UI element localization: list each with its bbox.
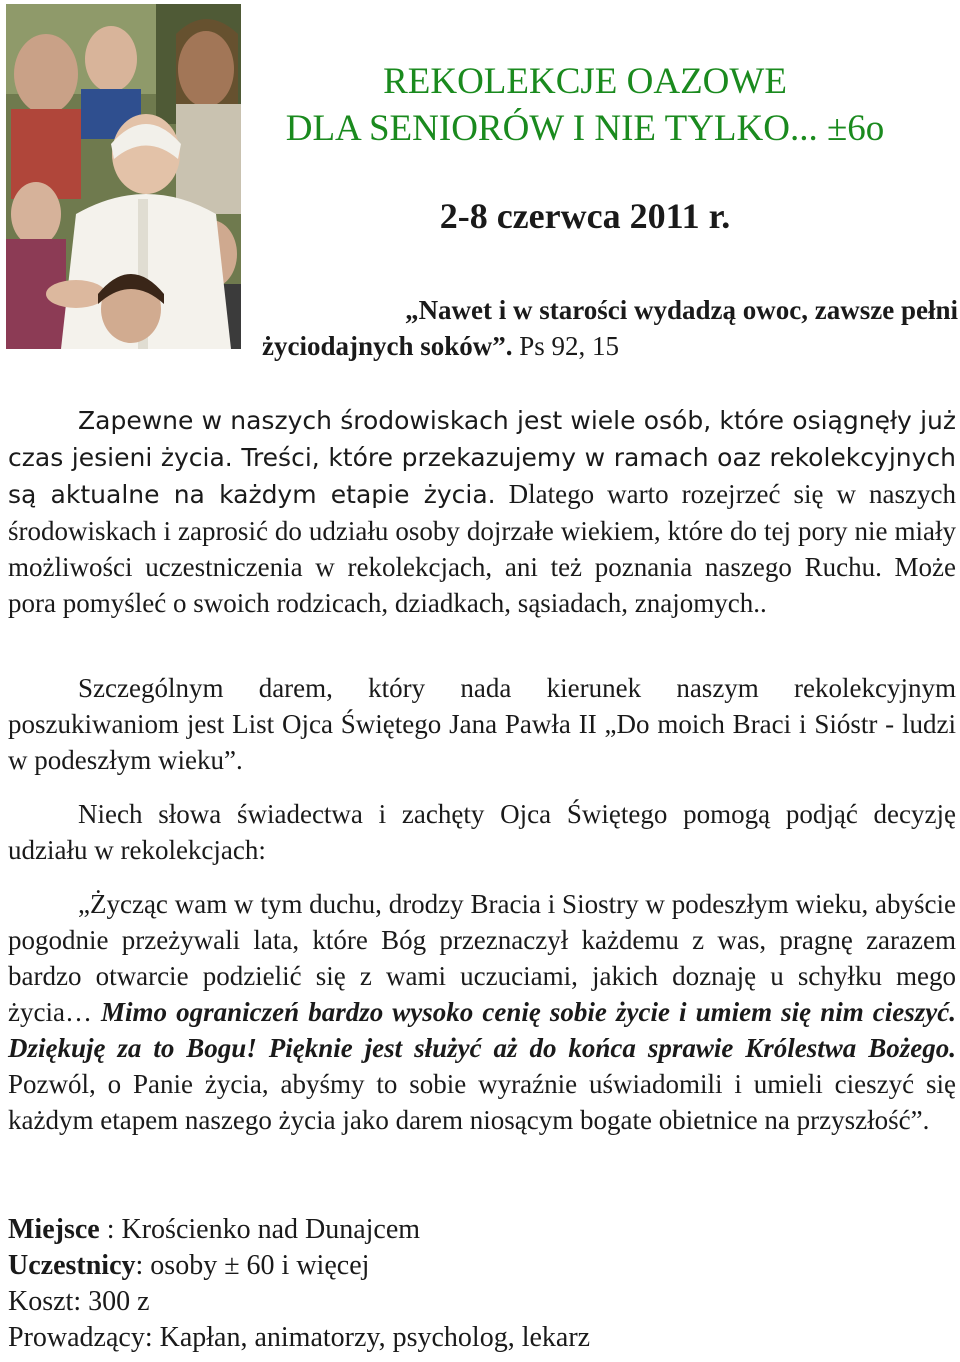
paragraph-letter: Szczególnym darem, który nada kierunek naszym rekolekcyjnym poszukiwaniom jest List Ojca Świętego Jana Pawła II „Do moich Braci i Sióstr - ludzi w podeszłym wieku”. [8,673,956,775]
participants-value: : osoby ± 60 i więcej [135,1250,370,1281]
paragraph-intro [8,402,956,621]
paragraph-encouragement: Niech słowa świadectwa i zachęty Ojca Świętego pomogą podjąć decyzję udziału w rekolekcjach: [8,799,956,865]
page-title [260,58,910,152]
place-value: : Krościenko nad Dunajcem [99,1214,421,1245]
pope-quote-bold: Mimo ograniczeń bardzo wysoko cenię sobie życie i umiem się nim cieszyć. Dziękuję za to Bogu! Pięknie jest służyć aż do końca sprawie Królestwa Bożego. [8,997,957,1063]
title-line-1: REKOLEKCJE OAZOWE [383,61,787,102]
place-label: Miejsce [8,1214,100,1245]
participants-label: Uczestnicy [8,1250,136,1281]
paragraph-intro-part-a: Zapewne w naszych środowiskach jest wiele osób, które osiągnęły już czas jesieni życia. Treści, które przekazujemy w ramach oaz rekolekcyjnych są aktualne na każdym etapie życia. [8,406,956,509]
paragraph-intro-part-b: Dlatego warto rozejrzeć się w naszych środowiskach i zaprosić do udziału osoby dojrzałe wiekiem, które do tej pory nie miały możliwości uczestniczenia w rekolekcjach, ani też poznania naszego Ruchu. Może pora pomyśleć o swoich rodzicach, dziadkach, sąsiadach, znajomych.. [8,479,957,618]
pope-quote-part-a: „Życząc wam w tym duchu, drodzy Bracia i Siostry w podeszłym wieku, abyście pogodnie przeżywali lata, które Bóg przeznaczył każdemu z was, pragnę zarazem bardzo otwarcie podzielić się z wami uczuciami, jakich doznaję u schyłku mego życia… [8,889,956,1027]
pope-quote-part-b: Pozwól, o Panie życia, abyśmy to sobie wyraźnie uświadomili i umieli cieszyć się każdym etapem naszego życia jako darem niosącym bogate obietnice na przyszłość”. [8,1069,956,1135]
quote-reference: Ps 92, 15 [512,331,620,361]
info-place [8,1212,590,1248]
info-participants [8,1248,590,1284]
quote-line-1: „Nawet i w starości wydadzą owoc, zawsze pełni [405,295,958,325]
quote-line-2 [262,331,619,361]
quote-bold: życiodajnych soków”. [262,331,513,361]
info-leaders: Prowadzący: Kapłan, animatorzy, psycholog, lekarz [8,1322,591,1353]
title-line-2: DLA SENIORÓW I NIE TYLKO... ±6o [285,108,885,149]
scripture-quote [262,292,958,364]
photo-pope-with-children [6,4,241,349]
info-cost: Koszt: 300 z [8,1286,150,1317]
event-date: 2-8 czerwca 2011 r. [439,196,731,236]
paragraph-pope-quote [8,886,956,1138]
event-info [8,1212,590,1356]
